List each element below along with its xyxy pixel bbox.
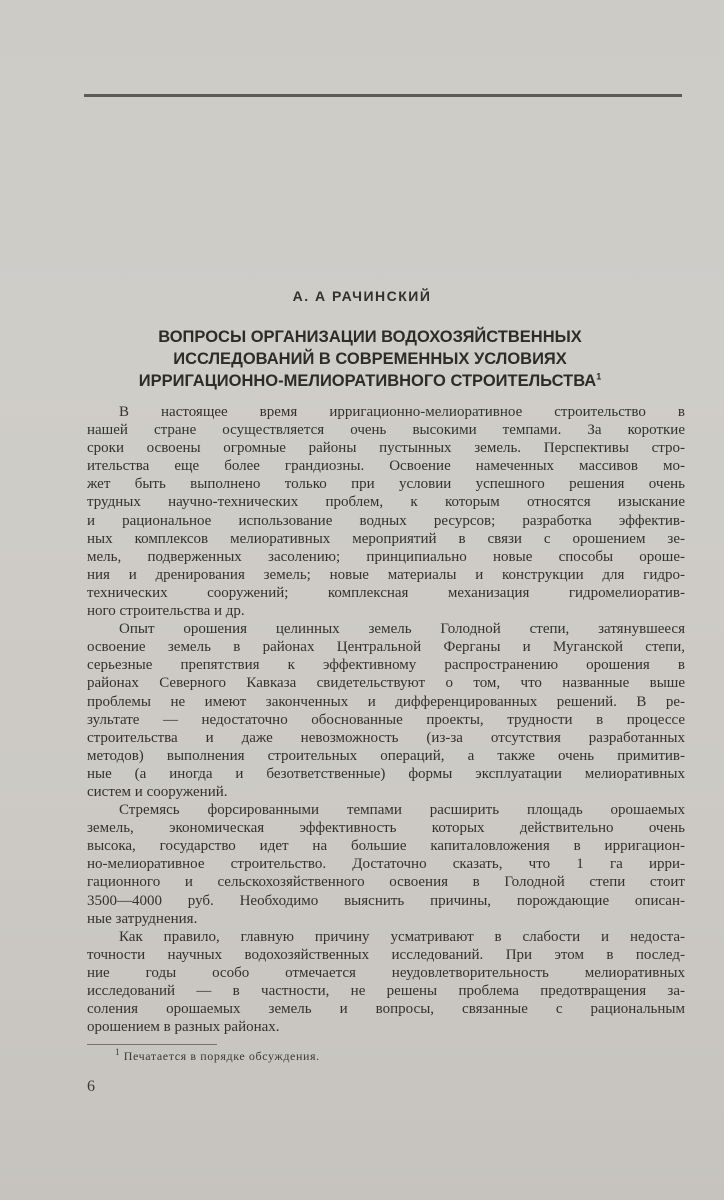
text-line: и рациональное использование водных ресурсов; разработка эффектив- — [87, 512, 685, 529]
text-line: но-мелиоративное строительство. Достаточно сказать, что 1 га ирри- — [87, 856, 685, 873]
footnote-mark: 1 — [115, 1047, 121, 1057]
paragraph-2 — [87, 620, 685, 801]
paragraph-3 — [87, 801, 685, 928]
text-line: Как правило, главную причину усматривают в слабости и недоста- — [119, 928, 685, 945]
text-line: систем и сооружений. — [87, 783, 228, 800]
text-line: орошением в разных районах. — [87, 1019, 280, 1036]
text-line: зультате — недостаточно обоснованные проекты, трудности в процессе — [87, 711, 685, 728]
paragraph-1 — [87, 403, 685, 620]
text-line: исследований — в частности, не решены проблема предотвращения за- — [87, 983, 685, 999]
footnote-rule — [87, 1044, 217, 1045]
page-number: 6 — [87, 1078, 95, 1095]
title-line-2: ИССЛЕДОВАНИЙ В СОВРЕМЕННЫХ УСЛОВИЯХ — [173, 350, 567, 368]
author-name: А. А РАЧИНСКИЙ — [292, 288, 432, 304]
article-title — [100, 326, 640, 392]
title-footnote-mark: 1 — [596, 371, 602, 382]
text-line: земель, экономическая эффективность которых действительно очень — [87, 820, 685, 837]
text-line: технических сооружений; комплексная механизация гидромелиоратив- — [87, 584, 685, 601]
text-line: ние годы особо отмечается неудовлетворительность мелиоративных — [87, 964, 685, 981]
text-line: жет быть выполнено только при условии успешного решения очень — [87, 476, 685, 493]
text-line: ные затруднения. — [87, 910, 198, 927]
text-line: ных комплексов мелиоративных мероприятий в связи с орошением зе- — [87, 530, 685, 547]
title-line-3-text: ИРРИГАЦИОННО-МЕЛИОРАТИВНОГО СТРОИТЕЛЬСТВА — [138, 372, 597, 390]
text-line: 3500—4000 руб. Необходимо выяснить причины, порождающие описан- — [87, 892, 685, 909]
text-line: проблемы не имеют законченных и дифференцированных решений. В ре- — [87, 693, 685, 710]
text-line: Опыт орошения целинных земель Голодной степи, затянувшееся — [119, 621, 685, 638]
title-line-3 — [100, 370, 640, 392]
text-line: методов) выполнения строительных операций, а также очень примитив- — [87, 747, 685, 764]
footnote-text: Печатается в порядке обсуждения. — [123, 1049, 320, 1063]
text-line: ительства еще более грандиозны. Освоение намеченных массивов мо- — [87, 458, 685, 475]
text-line: районах Северного Кавказа свидетельствуют о том, что названные выше — [87, 675, 685, 692]
text-line: нашей стране осуществляется очень высокими темпами. За короткие — [87, 422, 685, 439]
text-line: ного строительства и др. — [87, 603, 245, 620]
text-line: серьезные препятствия к эффективному распространению орошения в — [87, 657, 685, 674]
text-line: трудных научно-технических проблем, к которым относятся изыскание — [87, 494, 685, 511]
text-line: гационного и сельскохозяйственного освоения в Голодной степи стоит — [87, 874, 685, 891]
text-line: строительства и даже невозможность (из-за отсутствия разработанных — [87, 729, 685, 746]
paragraph-4 — [87, 928, 685, 1037]
text-line: В настоящее время ирригационно-мелиоративное строительство в — [119, 404, 685, 420]
text-line: ния и дренирования земель; новые материалы и конструкции для гидро- — [87, 566, 685, 583]
text-line: мель, подверженных засолению; принципиально новые способы ороше- — [87, 548, 685, 565]
title-line-1: ВОПРОСЫ ОРГАНИЗАЦИИ ВОДОХОЗЯЙСТВЕННЫХ — [158, 328, 582, 346]
text-line: освоение земель в районах Центральной Ферганы и Муганской степи, — [87, 639, 685, 656]
text-line: сроки освоены огромные районы пустынных земель. Перспективы стро- — [87, 440, 685, 457]
text-line: Стремясь форсированными темпами расширить площадь орошаемых — [119, 802, 685, 819]
text-line: высока, государство идет на большие капиталовложения в ирригацион- — [87, 838, 685, 855]
text-line: точности научных водохозяйственных исследований. При этом в послед- — [87, 946, 685, 963]
text-line: соления орошаемых земель и вопросы, связанные с рациональным — [87, 1001, 685, 1018]
text-line: ные (а иногда и безответственные) формы эксплуатации мелиоративных — [87, 765, 685, 782]
header-rule — [84, 94, 682, 97]
footnote — [115, 1049, 320, 1064]
article-body — [87, 403, 685, 1036]
